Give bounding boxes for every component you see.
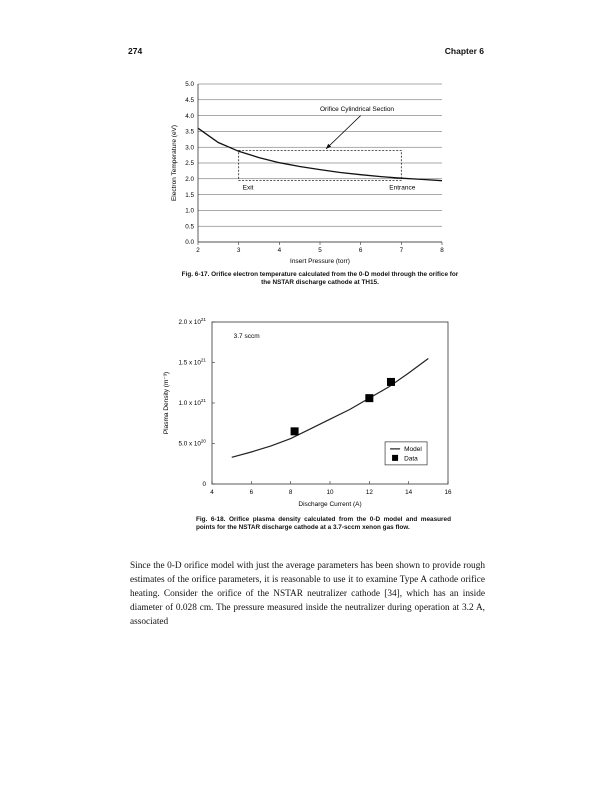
y-tick-label: 3.0 [185,144,194,152]
y-tick-label: 1.5 [185,191,194,199]
x-tick-label: 10 [326,489,334,496]
flow-label: 3.7 sccm [233,333,260,341]
y-tick-label: 2.5 [185,160,194,168]
chapter-title: Chapter 6 [444,46,484,56]
page-header [126,46,486,60]
page-number: 274 [128,46,143,56]
legend-data-label: Data [404,455,418,463]
x-tick-label: 8 [440,247,444,254]
figure2-caption: Fig. 6-18. Orifice plasma density calculated from the 0-D model and measured points for the NSTAR discharge cathode at a 3.7-sccm xenon gas flow. [196,516,451,532]
x-tick-label: 3 [236,247,241,254]
y-tick-label: 1.0 [185,207,194,215]
y-tick-label: 0 [202,481,206,489]
x-axis-label: Insert Pressure (torr) [290,258,350,265]
exit-label: Exit [242,184,254,192]
y-tick-label: 1.5 x $10^{21}$ [178,357,206,367]
x-tick-label: 14 [405,489,413,496]
model-curve [198,128,442,181]
y-tick-label: 0.0 [185,239,194,247]
entrance-label: Entrance [389,184,416,192]
x-tick-label: 8 [288,489,293,496]
x-tick-label: 12 [365,489,373,496]
y-tick-label: 0.5 [185,223,194,231]
data-point [387,378,395,386]
legend-square-swatch [392,455,398,461]
y-axis-label: Plasma Density (m⁻³) [163,371,170,435]
legend-model-label: Model [404,446,422,454]
x-tick-label: 6 [358,247,363,254]
y-tick-label: 1.0 x $10^{21}$ [178,398,206,408]
data-point [291,427,299,435]
y-tick-label: 4.5 [185,97,194,104]
y-tick-label: 4.0 [185,112,194,120]
annotation-label: Orifice Cylindrical Section [320,105,395,113]
x-tick-label: 7 [399,247,404,254]
figure1-caption: Fig. 6-17. Orifice electron temperature calculated from the 0-D model through the orifice for the NSTAR discharge cathode at TH15. [181,271,459,286]
y-tick-label: 5.0 x $10^{20}$ [178,438,206,448]
annotation-arrow [326,116,361,149]
y-tick-label: 3.5 [185,128,194,136]
y-tick-label: 2.0 x $10^{21}$ [178,317,206,327]
electron-temperature-chart [158,78,458,268]
x-tick-label: 5 [318,247,322,254]
plasma-density-chart [158,316,458,512]
x-tick-label: 2 [196,247,200,254]
y-tick-label: 2.0 [185,176,194,183]
y-tick-label: 5.0 [185,81,194,89]
x-axis-label: Discharge Current (A) [298,501,362,508]
x-tick-label: 4 [277,247,282,254]
x-tick-label: 4 [210,489,214,496]
x-tick-label: 16 [444,489,452,496]
y-axis-label: Electron Temperature (eV) [171,124,178,202]
legend [385,442,427,465]
body-paragraph: Since the 0-D orifice model with just the average parameters has been shown to provide rough estimates of the orifice parameters, it is reasonable to use it to examine Type A cathode orifice heating. Consider the orifice of the NSTAR neutralizer cathode [34], which has an inside diameter of 0.028 cm. The pressure measured inside the neutralizer during operation at 3.2 A, associated [130,561,485,627]
data-point [365,394,373,402]
x-tick-label: 6 [249,489,254,496]
